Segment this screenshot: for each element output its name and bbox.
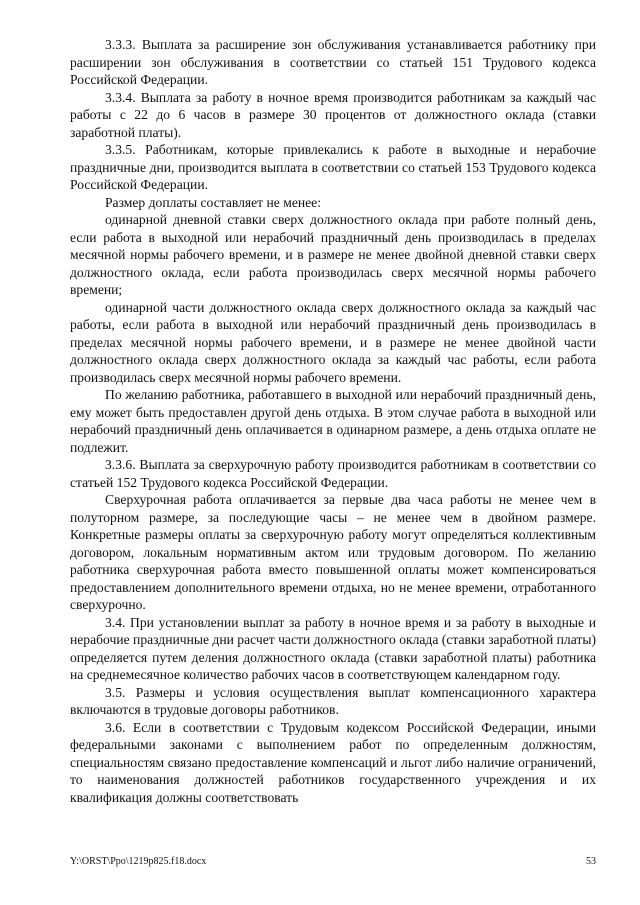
paragraph-3-6: 3.6. Если в соответствии с Трудовым кодексом Российской Федерации, иными федеральными законами с выполнением работ по определенным должностям, специальностям связано предоставление компенсаций и льгот либо наличие ограничений, то наименования должностей работников государственного учреждения и их квалификация должны соответствовать bbox=[70, 719, 596, 805]
paragraph-surcharge-size: Размер доплаты составляет не менее: bbox=[105, 194, 321, 210]
paragraph-daily-rate: одинарной дневной ставки сверх должностного оклада при работе полный день, если работа в выходной или нерабочий праздничный день производилась в пределах месячной нормы рабочего времени, и в размере не менее двойной дневной ставки сверх должностного оклада, если работа производилась сверх месячной нормы рабочего времени; bbox=[70, 212, 596, 297]
paragraph-3-3-5: 3.3.5. Работникам, которые привлекались к работе в выходные и нерабочие праздничные дни, производится выплата в соответствии со статьей 153 Трудового кодекса Российской Федерации. bbox=[70, 142, 596, 192]
footer-file-path: Y:\ORST\Ppo\1219p825.f18.docx bbox=[70, 856, 207, 867]
page-number: 53 bbox=[586, 856, 596, 867]
paragraph-3-5: 3.5. Размеры и условия осуществления выплат компенсационного характера включаются в трудовые договоры работников. bbox=[70, 684, 596, 717]
paragraph-hourly-rate: одинарной части должностного оклада сверх должностного оклада за каждый час работы, если работа в выходной или нерабочий праздничный день производилась в пределах месячной нормы рабочего времени, и в размере не менее двойной части должностного оклада сверх должностного оклада за каждый час работы, если работа производилась сверх месячной нормы рабочего времени. bbox=[70, 299, 596, 385]
paragraph-3-3-3: 3.3.3. Выплата за расширение зон обслуживания устанавливается работнику при расширении зон обслуживания в соответствии со статьей 151 Трудового кодекса Российской Федерации. bbox=[70, 37, 596, 87]
paragraph-day-off: По желанию работника, работавшего в выходной или нерабочий праздничный день, ему может быть предоставлен другой день отдыха. В этом случае работа в выходной или нерабочий праздничный день оплачивается в одинарном размере, а день отдыха оплате не подлежит. bbox=[70, 387, 596, 455]
paragraph-overtime: Сверхурочная работа оплачивается за первые два часа работы не менее чем в полуторном размере, за последующие часы – не менее чем в двойном размере. Конкретные размеры оплаты за сверхурочную работу могут определяться коллективным договором, локальным нормативным актом или трудовым договором. По желанию работника сверхурочная работа вместо повышенной оплаты может компенсироваться предоставлением дополнительного времени отдыха, но не менее времени, отработанного сверхурочно. bbox=[70, 492, 596, 612]
paragraph-3-4: 3.4. При установлении выплат за работу в ночное время и за работу в выходные и нерабочие праздничные дни расчет части должностного оклада (ставки заработной платы) определяется путем деления должностного оклада (ставки заработной платы) работника на среднемесячное количество рабочих часов в соответствующем календарном году. bbox=[70, 614, 596, 682]
paragraph-3-3-6: 3.3.6. Выплата за сверхурочную работу производится работникам в соответствии со статьей 152 Трудового кодекса Российской Федерации. bbox=[70, 457, 596, 490]
document-body bbox=[70, 36, 596, 806]
paragraph-3-3-4: 3.3.4. Выплата за работу в ночное время производится работникам за каждый час работы с 22 до 6 часов в размере 30 процентов от должностного оклада (ставки заработной платы). bbox=[70, 89, 596, 140]
